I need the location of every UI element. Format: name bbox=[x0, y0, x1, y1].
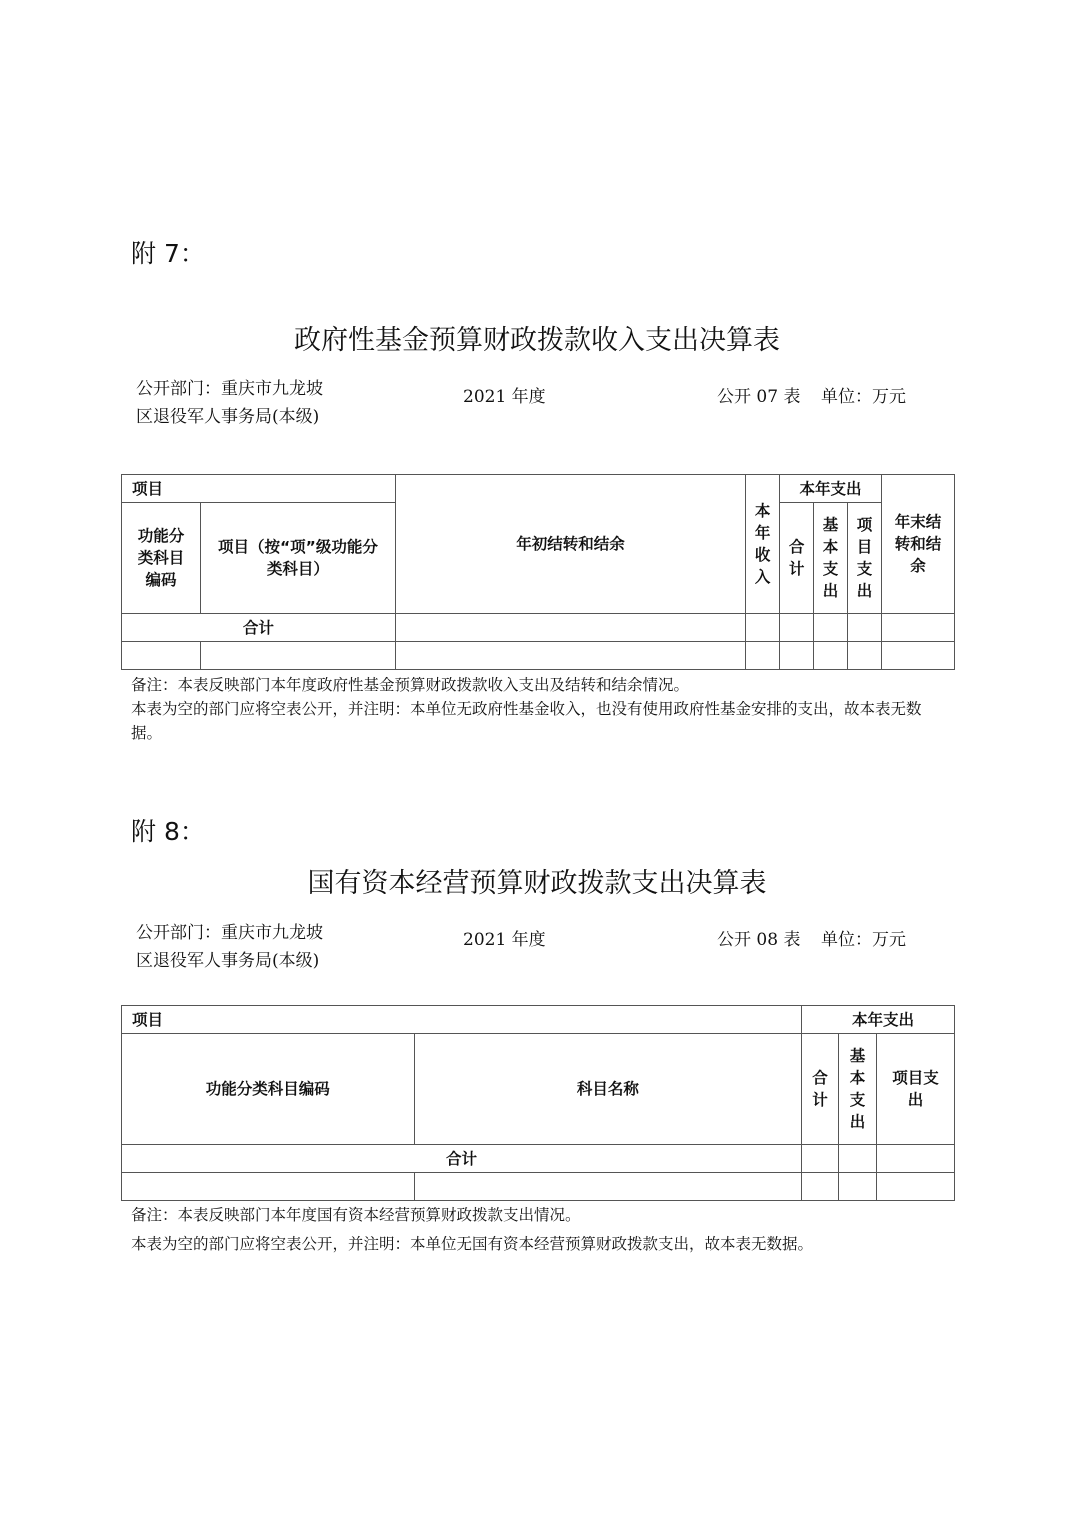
department-line-2: 区退役军人事务局(本级) bbox=[136, 951, 320, 971]
note-1: 备注：本表反映部门本年度国有资本经营预算财政拨款支出情况。 bbox=[131, 1206, 581, 1224]
cell bbox=[881, 614, 954, 642]
table-7-notes bbox=[131, 673, 931, 745]
header-total: 合计 bbox=[802, 1034, 839, 1145]
table-7-department bbox=[136, 375, 366, 431]
header-project: 项目支出 bbox=[848, 503, 882, 614]
cell bbox=[814, 614, 848, 642]
cell bbox=[877, 1145, 955, 1173]
cell bbox=[746, 642, 780, 670]
header-expense: 本年支出 bbox=[802, 1006, 955, 1034]
cell bbox=[839, 1173, 877, 1201]
note-1: 备注：本表反映部门本年度政府性基金预算财政拨款收入支出及结转和结余情况。 bbox=[131, 676, 690, 694]
cell bbox=[802, 1173, 839, 1201]
cell bbox=[802, 1145, 839, 1173]
header-project: 项目支出 bbox=[877, 1034, 955, 1145]
cell bbox=[839, 1145, 877, 1173]
note-2: 本表为空的部门应将空表公开，并注明：本单位无国有资本经营预算财政拨款支出，故本表无数据。 bbox=[131, 1235, 814, 1253]
table-8-department bbox=[136, 919, 366, 975]
total-row-label: 合计 bbox=[122, 1145, 802, 1173]
cell bbox=[395, 642, 745, 670]
header-carry-begin: 年初结转和结余 bbox=[395, 475, 745, 614]
department-line-1: 公开部门：重庆市九龙坡 bbox=[136, 379, 323, 399]
header-name: 科目名称 bbox=[414, 1034, 801, 1145]
cell bbox=[848, 614, 882, 642]
cell bbox=[848, 642, 882, 670]
cell bbox=[780, 614, 814, 642]
table-7-year: 2021 年度 bbox=[463, 387, 546, 407]
total-row-label: 合计 bbox=[122, 614, 396, 642]
cell bbox=[395, 614, 745, 642]
cell bbox=[877, 1173, 955, 1201]
header-income: 本年收入 bbox=[746, 475, 780, 614]
cell bbox=[122, 1173, 415, 1201]
table-8-title: 国有资本经营预算财政拨款支出决算表 bbox=[307, 868, 767, 899]
cell bbox=[122, 642, 201, 670]
cell bbox=[814, 642, 848, 670]
cell bbox=[200, 642, 395, 670]
header-item: 项目 bbox=[122, 1006, 802, 1034]
header-total: 合计 bbox=[780, 503, 814, 614]
table-8-unit: 单位：万元 bbox=[821, 930, 906, 950]
header-code: 功能分类科目编码 bbox=[122, 503, 201, 614]
note-2: 本表为空的部门应将空表公开，并注明：本单位无政府性基金收入，也没有使用政府性基金安排的支出，故本表无数据。 bbox=[131, 700, 922, 742]
table-7-title: 政府性基金预算财政拨款收入支出决算表 bbox=[294, 325, 780, 356]
header-item: 项目 bbox=[122, 475, 396, 503]
table-7 bbox=[121, 474, 955, 670]
table-7-unit: 单位：万元 bbox=[821, 387, 906, 407]
department-line-2: 区退役军人事务局(本级) bbox=[136, 407, 320, 427]
cell bbox=[780, 642, 814, 670]
appendix-7-label: 附 7： bbox=[131, 239, 205, 268]
table-8 bbox=[121, 1005, 955, 1201]
header-code: 功能分类科目编码 bbox=[122, 1034, 415, 1145]
table-7-number: 公开 07 表 bbox=[717, 387, 801, 407]
cell bbox=[881, 642, 954, 670]
department-line-1: 公开部门：重庆市九龙坡 bbox=[136, 923, 323, 943]
table-8-notes bbox=[131, 1203, 931, 1256]
header-name: 项目（按“项”级功能分类科目） bbox=[200, 503, 395, 614]
appendix-8-label: 附 8： bbox=[131, 817, 205, 846]
table-8-number: 公开 08 表 bbox=[717, 930, 801, 950]
cell bbox=[746, 614, 780, 642]
header-basic: 基本支出 bbox=[814, 503, 848, 614]
cell bbox=[414, 1173, 801, 1201]
table-8-year: 2021 年度 bbox=[463, 930, 546, 950]
header-carry-end: 年末结转和结余 bbox=[881, 475, 954, 614]
header-basic: 基本支出 bbox=[839, 1034, 877, 1145]
header-expense: 本年支出 bbox=[780, 475, 882, 503]
